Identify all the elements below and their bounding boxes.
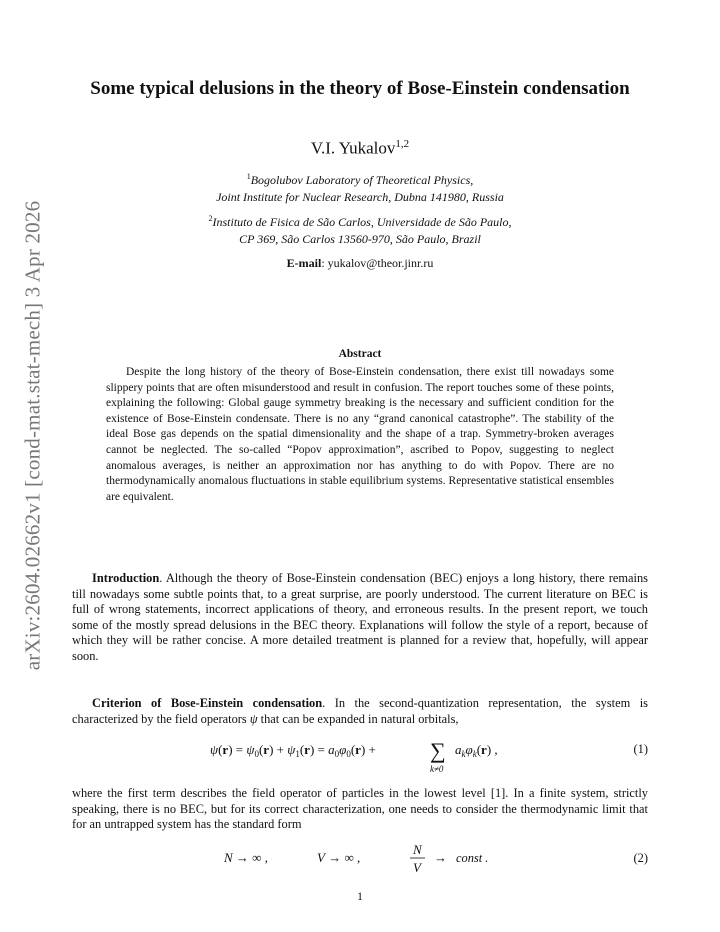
- equation-1-formula: [72, 736, 648, 776]
- svg-text:akφk(r) ,: $a_k\varphi_k(r)$ ,: [455, 742, 498, 759]
- abstract-text: Despite the long history of the theory of Bose-Einstein condensation, there exist till nowadays some slippery points that are often misunderstood and result in confusion. The report touches some of these points, explaining the following: Global gauge symmetry breaking is the necessary and sufficient condition for the existence of Bose-Einstein condensate. There is no any “grand canonical catastrophe”. The stability of the ideal Bose gas depends on the spatial dimensionality and the shape of a trap. Symmetry-broken averages cannot be neglected. The so-called “Popov approximation”, ascribed to Popov, suggesting to neglect anomalous averages, is neither an approximation nor has anything to do with Popov. There are no thermodynamically anomalous fluctuations in stable equilibrium systems. Representative statistical ensembles are equivalent.: [106, 366, 614, 503]
- affiliation-2-mark: 2: [208, 214, 213, 223]
- affiliation-1-line2: Joint Institute for Nuclear Research, Dubna 141980, Russia: [216, 190, 504, 204]
- criterion-text-before: . In the second-quantization representation, the system is characterized by the field operators: [72, 696, 648, 726]
- author-affiliation-marks: 1,2: [395, 138, 410, 150]
- author-name: V.I. Yukalov: [310, 138, 396, 158]
- criterion-heading: Criterion of Bose-Einstein condensation: [92, 696, 323, 710]
- equation-2-number: (2): [633, 851, 648, 865]
- post-equation-1-paragraph: where the first term describes the field operator of particles in the lowest level [1]. In a finite system, strictly speaking, there is no BEC, but for its correct characterization, one needs to consider the thermodynamic limit that for an untrapped system has the standard form: [72, 786, 648, 832]
- equation-2-const: const .: [456, 851, 489, 865]
- equation-1: [72, 736, 648, 776]
- svg-text:∑: ∑: [430, 738, 446, 763]
- introduction-heading: Introduction: [92, 571, 160, 585]
- svg-text:k≠0: k≠0: [430, 764, 444, 774]
- svg-text:V → ∞ ,: V → ∞ ,: [317, 850, 361, 865]
- equation-1-number: (1): [633, 742, 648, 756]
- affiliation-1: [0, 168, 720, 206]
- abstract-heading: Abstract: [338, 348, 382, 360]
- criterion-paragraph: [72, 696, 648, 727]
- affiliation-2-line1: Instituto de Fisica de São Carlos, Universidade de São Paulo,: [212, 215, 512, 229]
- affiliation-1-line1: Bogolubov Laboratory of Theoretical Physics,: [250, 173, 474, 187]
- arxiv-id: arXiv:2604.02662v1 [cond-mat.stat-mech] 3 Apr 2026: [20, 200, 45, 670]
- svg-text:→: →: [434, 850, 447, 865]
- criterion-text-after: that can be expanded in natural orbitals,: [257, 711, 459, 726]
- psi-symbol: ψ: [249, 711, 258, 726]
- email-line: [0, 256, 720, 271]
- paper-title: Some typical delusions in the theory of Bose-Einstein condensation: [90, 78, 630, 99]
- svg-text:N → ∞ ,: N → ∞ ,: [224, 850, 268, 865]
- affiliation-2-line2: CP 369, São Carlos 13560-970, São Paulo, Brazil: [239, 232, 481, 246]
- svg-text:ψ(r) = ψ0(r) + ψ1(r) = a0φ: $\psi(r) = \psi_0(r) + \psi_1(r) = a_0\varphi_0(r)$ +: [210, 742, 376, 759]
- affiliation-1-mark: 1: [246, 172, 251, 181]
- introduction-paragraph: [72, 571, 648, 665]
- email-address: : yukalov@theor.jinr.ru: [321, 256, 434, 270]
- svg-text:N: N: [413, 842, 422, 857]
- author-line: [0, 138, 720, 159]
- equation-2-formula: [72, 842, 648, 878]
- page-number: 1: [357, 889, 363, 903]
- email-label: E-mail: [286, 256, 322, 270]
- equation-2: [72, 842, 648, 878]
- svg-text:V: V: [413, 860, 421, 875]
- introduction-text: . Although the theory of Bose-Einstein condensation (BEC) enjoys a long history, there remains till nowadays some subtle points that, to a great surprise, are poorly understood. The current literature on BEC is full of wrong statements, incorrect applications of theory, and erroneous results. In the present report, we touch some of the mostly spread delusions in the BEC theory. Explanations will follow the style of a report, because of which they will be rather concise. A more detailed treatment is planned for a review that, hopefully, will appear soon.: [72, 571, 648, 663]
- affiliation-2: [0, 210, 720, 248]
